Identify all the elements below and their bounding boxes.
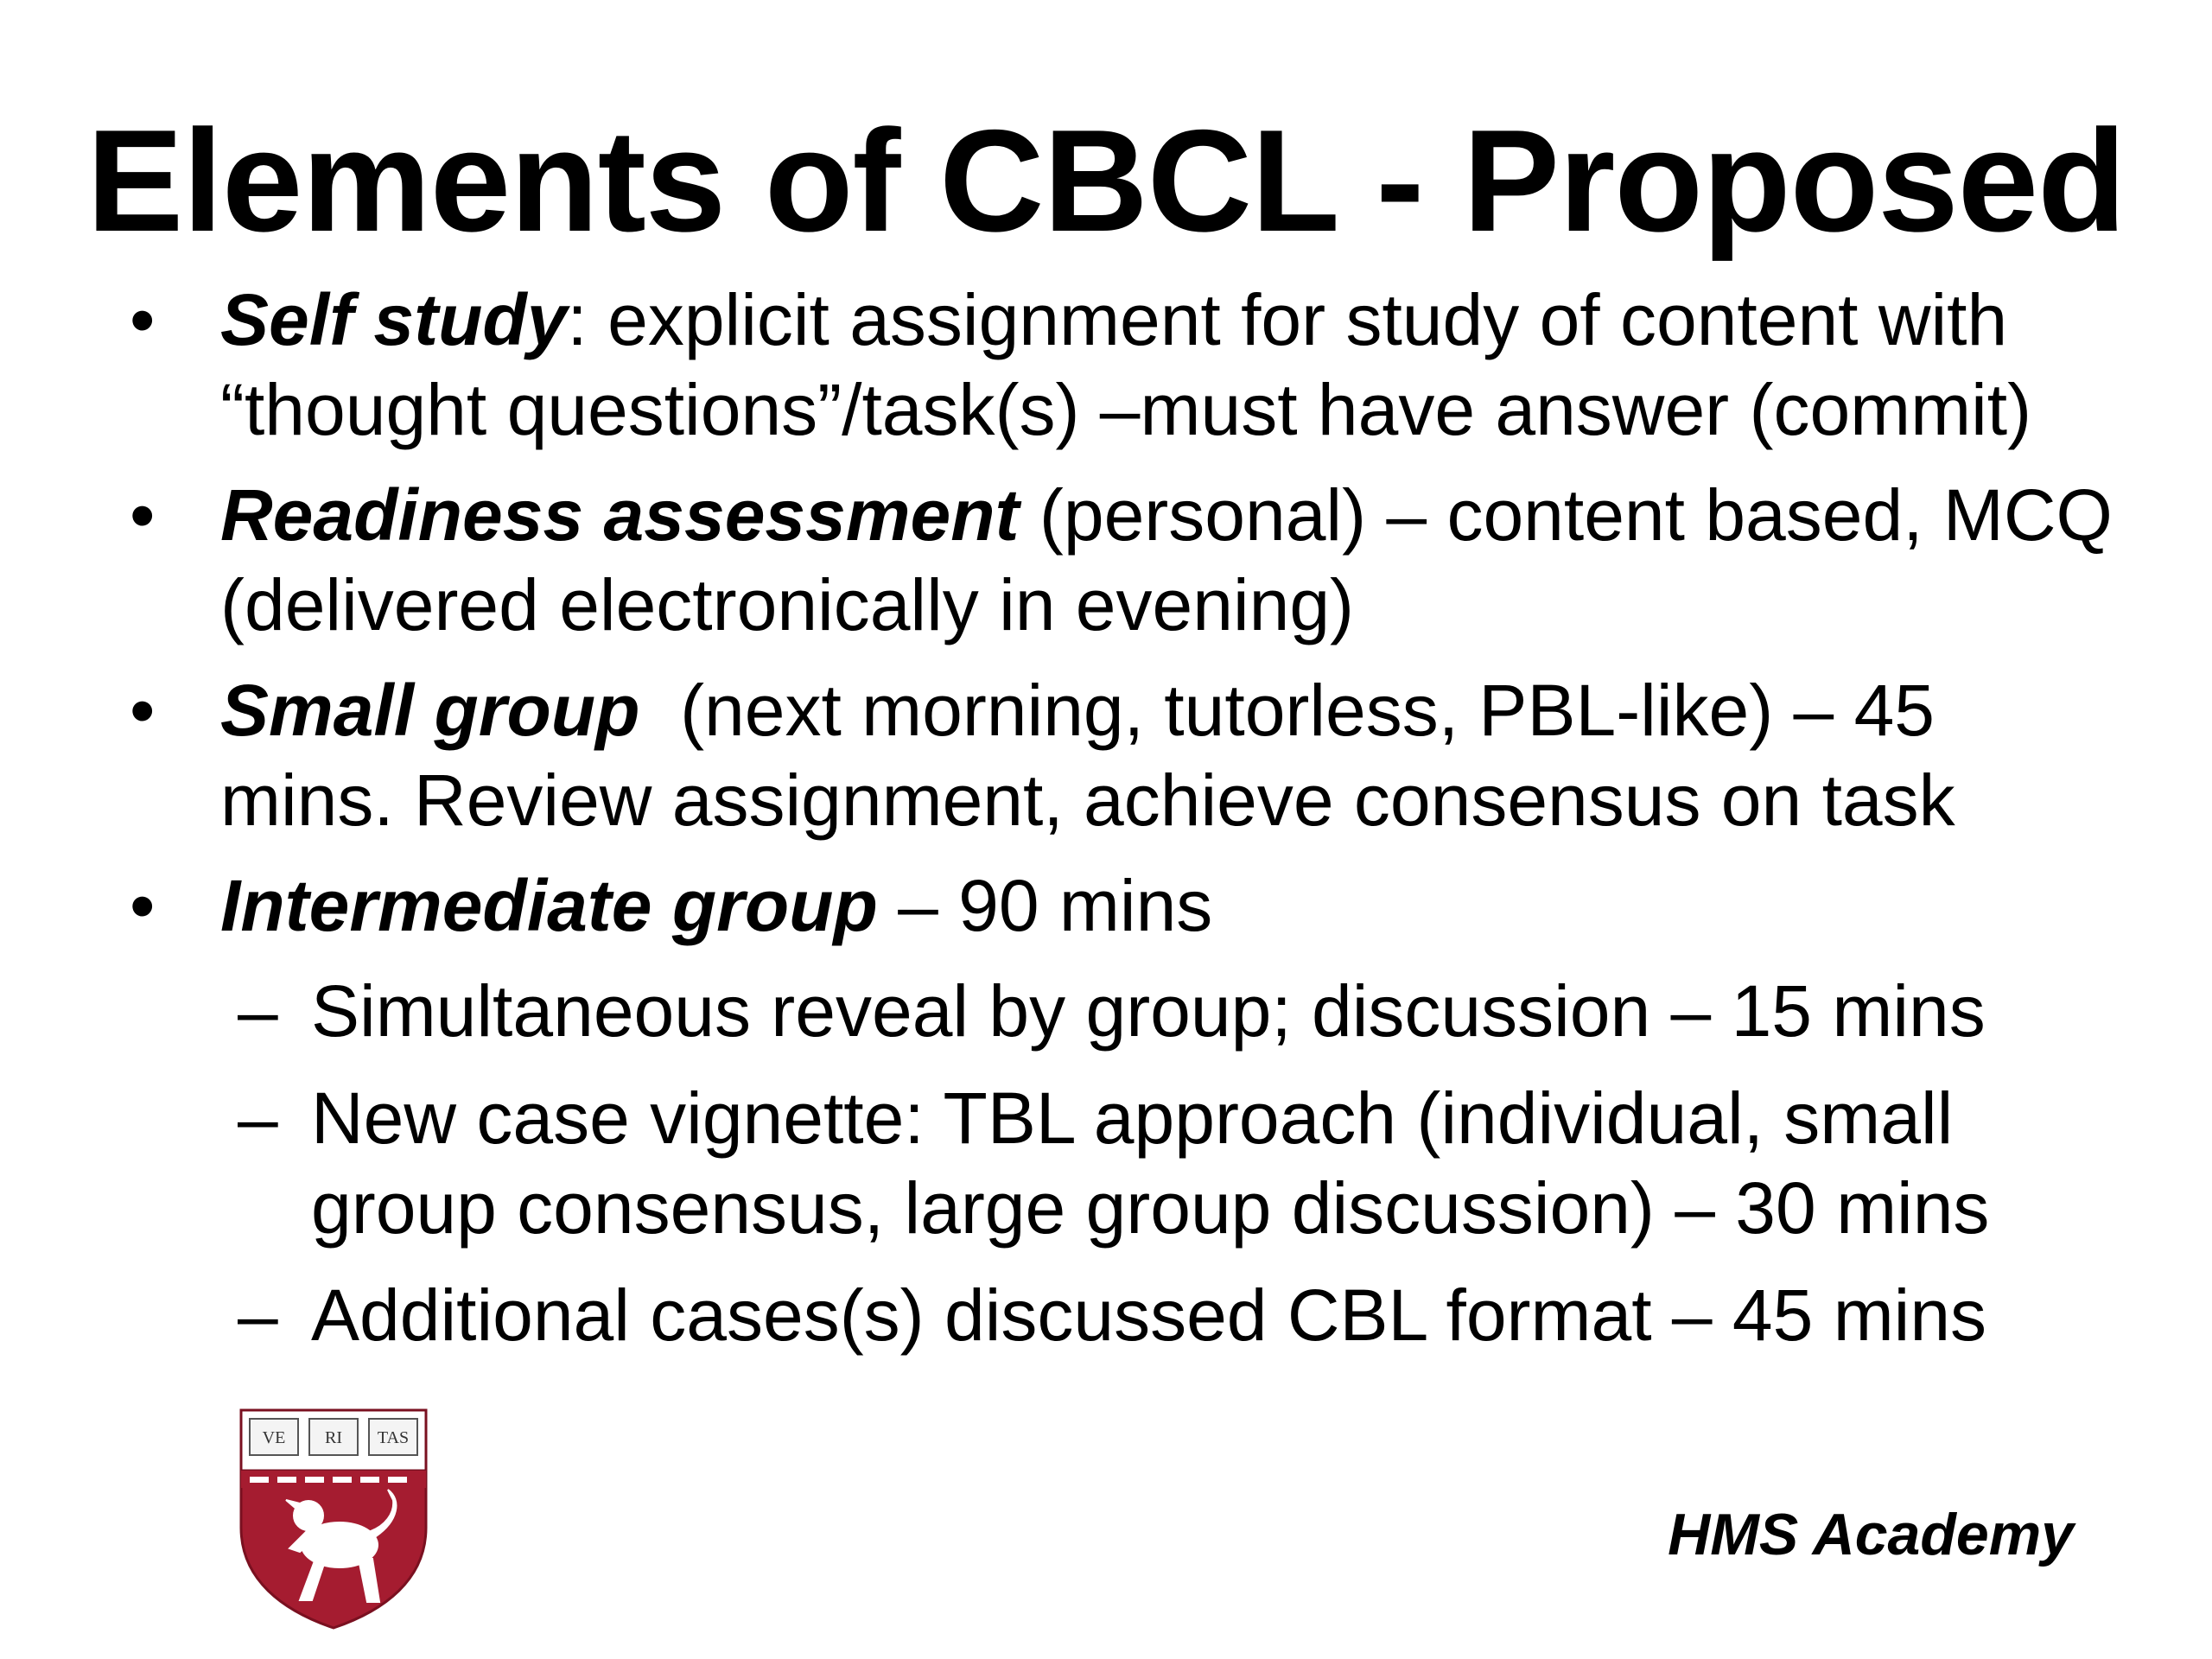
sub-bullet-dash: –: [238, 1077, 278, 1159]
bullet-text: (personal) – content based, MCQ (delivered electronically in evening): [220, 474, 2113, 645]
svg-text:RI: RI: [325, 1428, 342, 1447]
bullet-item-self-study: [130, 275, 2117, 454]
bullet-item-small-group: [130, 665, 2117, 845]
bullet-dot: •: [130, 474, 156, 556]
footer-label: HMS Academy: [1668, 1502, 2074, 1567]
sub-bullet-text: Additional cases(s) discussed CBL format – 45 mins: [311, 1274, 1987, 1356]
bullet-text: (next morning, tutorless, PBL-like) – 45 mins. Review assignment, achieve consensus on task: [220, 670, 1955, 841]
bullet-dot: •: [130, 279, 156, 360]
sub-bullet-item: [238, 1073, 2117, 1253]
bullet-dot: •: [130, 865, 156, 946]
svg-text:VE: VE: [262, 1428, 286, 1447]
bullet-dot: •: [130, 670, 156, 751]
bullet-item-intermediate-group: [130, 861, 2117, 950]
sub-bullet-dash: –: [238, 1274, 278, 1356]
bullet-term: Intermediate group: [220, 865, 878, 946]
sub-bullet-text: New case vignette: TBL approach (individual, small group consensus, large group discussion) – 30 mins: [311, 1077, 1990, 1249]
sub-bullet-item: [238, 1270, 2117, 1360]
bullet-text: : explicit assignment for study of content with “thought questions”/task(s) –must have answer (commit): [220, 279, 2032, 450]
harvard-shield-logo: [238, 1407, 429, 1631]
sub-bullet-text: Simultaneous reveal by group; discussion – 15 mins: [311, 970, 1986, 1052]
svg-text:TAS: TAS: [377, 1428, 410, 1447]
bullet-list: [130, 275, 2117, 1377]
bullet-item-readiness-assessment: [130, 470, 2117, 650]
bullet-term: Readiness assessment: [220, 474, 1020, 556]
sub-bullet-dash: –: [238, 970, 278, 1052]
slide-title: Elements of CBCL - Proposed: [86, 99, 2126, 262]
bullet-text: – 90 mins: [877, 865, 1213, 946]
bullet-term: Self study: [220, 279, 568, 360]
bullet-term: Small group: [220, 670, 640, 751]
sub-bullet-list: [238, 966, 2117, 1360]
sub-bullet-item: [238, 966, 2117, 1056]
